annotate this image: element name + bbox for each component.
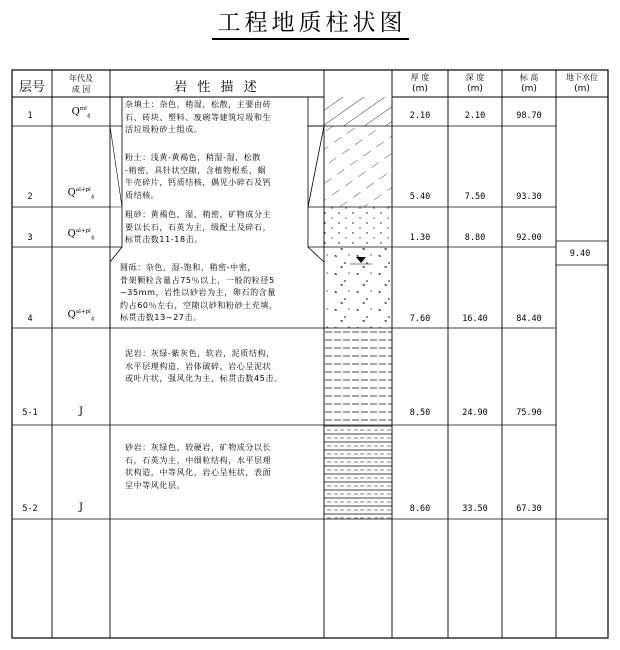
header-thickness: 厚 度 [410,73,430,82]
layer-depth: 2.10 [464,111,486,121]
layer-description: 粗砂：黄褐色，湿，稍密，矿物成分主 要以长石，石英为主，级配土及碎石， 标贯击数11-18击。 [125,210,272,244]
layer-number: 2 [27,192,33,202]
layer-number: 3 [27,233,33,243]
layer-thickness: 8.50 [409,408,431,418]
lithology-fill [324,97,392,126]
layer-depth: 24.90 [462,408,488,418]
layer-description: 粉土：浅黄-黄褐色，稍湿-湿，松散 -稍密，具针状空隙，含植物根系，蜗 牛壳碎片，钙质结核，偶见小碎石及钙 质结核。 [125,153,272,200]
layer-depth: 16.40 [462,314,488,324]
layer-age: J [78,406,83,417]
lithology-sand [324,207,392,247]
header-layer-no: 层号 [18,80,45,95]
layer-depth: 8.80 [464,233,486,243]
layer-elevation: 98.70 [516,111,542,121]
layer-thickness: 2.10 [409,111,431,121]
layer-age: $Q^{al+pl}_4$ [67,228,95,242]
layer-elevation: 93.30 [516,192,542,202]
layer-number: 5-1 [22,408,38,418]
layer-age: $Q^{al+pl}_4$ [67,309,95,323]
layer-description: 圆砾：杂色，湿-饱和，稍密-中密， 骨架颗粒含量占75％以上，一般的粒径5 ~35mm，岩性以砂岩为主，卵石的含量 约占60％左右，空隙以砂和粉砂土充填， 标贯击数13~27击。 [120,263,278,322]
groundwater-level: 9.40 [569,249,591,259]
layer-thickness: 1.30 [409,233,431,243]
layer-description: 泥岩：灰绿-紫灰色，软岩，泥质结构， 水平层理构造，岩体破碎，岩心呈泥状 或叶片状，强风化为主，标贯击数45击。 [125,349,283,383]
layer-age: J [78,502,83,513]
layer-depth: 33.50 [462,504,488,514]
header-age-line2: 成 因 [71,85,91,94]
layer-thickness: 8.60 [409,504,431,514]
layer-number: 1 [27,111,33,121]
lithology-sandstone [324,425,392,519]
header-depth-unit: (m) [467,84,483,94]
header-groundwater-unit: (m) [574,84,590,94]
header-elevation-unit: (m) [521,84,537,94]
layer-description: 砂岩：灰绿色，较硬岩，矿物成分以长 石，石英为主，中细粒结构，水平层理 状构造，中等风化，岩心呈柱状，表面 呈中等风化层。 [125,443,272,490]
header-depth: 深 度 [465,73,485,82]
header-elevation: 标 高 [519,73,539,82]
layer-elevation: 92.00 [516,233,542,243]
layer-description: 杂填土：杂色，稍湿，松散，主要由砖 石、砖块、塑料、废碗等建筑垃圾和生 活垃圾粉砂土组成。 [125,100,272,134]
lithology-mudstone [324,328,392,425]
layer-thickness: 7.60 [409,314,431,324]
header-description: 岩 性 描 述 [174,80,260,95]
header-groundwater: 地下水位 [566,73,598,82]
layer-elevation: 75.90 [516,408,542,418]
lithology-silt [324,126,392,207]
layer-elevation: 67.30 [516,504,542,514]
layer-number: 5-2 [22,504,38,514]
header-age-line1: 年代及 [69,74,93,83]
layer-elevation: 84.40 [516,314,542,324]
layer-depth: 7.50 [464,192,486,202]
layer-age: $Q^{al+pl}_4$ [67,187,95,201]
header-thickness-unit: (m) [412,84,428,94]
layer-thickness: 5.40 [409,192,431,202]
layer-number: 4 [27,314,33,324]
page-title: 工程地质柱状图 [0,4,620,37]
layer-age: $Q^{ml}_4$ [71,106,91,120]
